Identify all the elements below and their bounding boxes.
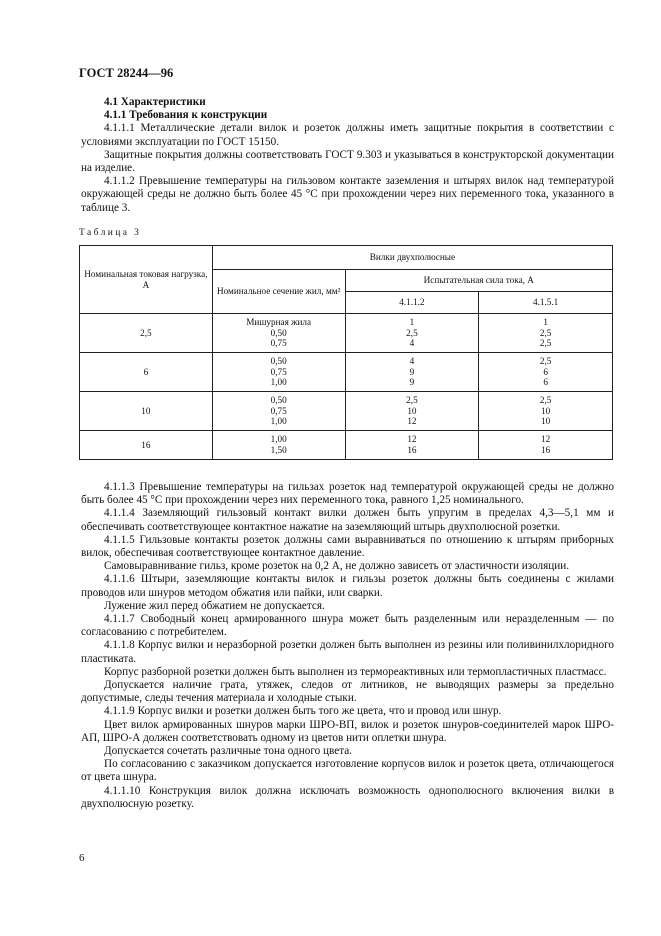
table-row xyxy=(80,392,613,431)
cell-current-a: 12 16 xyxy=(345,431,479,460)
paragraph: Самовыравнивание гильз, кроме розеток на 0,2 А, не должно зависеть от эластичности изоляции. xyxy=(104,560,570,573)
paragraph: По согласованию с заказчиком допускается изготовление корпусов вилок и розеток цвета, отличающегося от цвета шнура. xyxy=(81,758,614,784)
paragraph: 4.1.1.5 Гильзовые контакты розеток должны сами выравниваться по отношению к штырям приборных вилок, обеспечивая соответствующее контактное давление. xyxy=(81,533,614,560)
table-row xyxy=(80,353,613,392)
top-text-block xyxy=(81,96,614,215)
paragraph: 4.1.1.7 Свободный конец армированного шнура может быть разделенным или неразделенным — по согласованию с потребителем. xyxy=(81,613,614,639)
paragraph: 4.1.1.1 Металлические детали вилок и розеток должны иметь защитные покрытия в соответствии с условиями эксплуатации по ГОСТ 15150. xyxy=(81,122,614,148)
cell-load: 10 xyxy=(80,392,213,431)
table-row xyxy=(80,314,613,353)
header-nominal-load: Номинальная токовая нагрузка, А xyxy=(80,246,213,314)
cell-section: Мишурная жила 0,50 0,75 xyxy=(212,314,345,353)
cell-current-b: 2,5 6 6 xyxy=(479,353,613,392)
header-test-current: Испытательная сила тока, А xyxy=(345,270,612,292)
paragraph: 4.1.1.10 Конструкция вилок должна исключать возможность однополюсного включения вилки в двухполюсную розетку. xyxy=(81,784,614,810)
paragraph: Лужение жил перед обжатием не допускается. xyxy=(104,599,325,612)
cell-current-b: 12 16 xyxy=(479,431,613,460)
paragraph: 4.1.1.2 Превышение температуры на гильзовом контакте заземления и штырях вилок над температурой окружающей среды не должно быть более 45 °С при прохождении через них переменного тока, указанного в таблице 3. xyxy=(81,175,614,214)
cell-section: 0,50 0,75 1,00 xyxy=(212,392,345,431)
paragraph: 4.1.1.9 Корпус вилки и розетки должен быть того же цвета, что и провод или шнур. xyxy=(104,705,502,718)
section-title: 4.1 Характеристики xyxy=(104,96,206,108)
paragraph: Корпус разборной розетки должен быть выполнен из термореактивных или термопластичных пластмасс. xyxy=(104,665,607,678)
cell-section: 0,50 0,75 1,00 xyxy=(212,353,345,392)
cell-current-a: 4 9 9 xyxy=(345,353,479,392)
page-number: 6 xyxy=(79,852,85,864)
paragraph: Допускается наличие грата, утяжек, следов от литников, не выводящих размеры за предельно допустимые, следы течения материала и холодные стыки. xyxy=(81,679,614,705)
paragraph: 4.1.1.4 Заземляющий гильзовый контакт вилки должен быть упругим в пределах 4,3—5,1 мм и обеспечивать соответствующее контактное нажатие на заземляющий штырь двухполюсной розетки. xyxy=(81,507,614,533)
header-clause-a: 4.1.1.2 xyxy=(345,292,479,314)
header-nominal-section: Номинальное сечение жил, мм² xyxy=(212,270,345,314)
cell-section: 1,00 1,50 xyxy=(212,431,345,460)
table-caption: Таблица 3 xyxy=(79,228,142,238)
table-row xyxy=(80,431,613,460)
paragraph: Допускается сочетать различные тона одного цвета. xyxy=(104,745,352,758)
cell-current-a: 1 2,5 4 xyxy=(345,314,479,353)
cell-current-b: 2,5 10 10 xyxy=(479,392,613,431)
cell-load: 2,5 xyxy=(80,314,213,353)
cell-current-a: 2,5 10 12 xyxy=(345,392,479,431)
table-3 xyxy=(79,245,613,460)
paragraph: Защитные покрытия должны соответствовать ГОСТ 9.303 и указываться в конструкторской документации на изделие. xyxy=(81,148,614,175)
header-group: Вилки двухполюсные xyxy=(212,246,612,270)
subsection-title: 4.1.1 Требования к конструкции xyxy=(104,109,268,122)
paragraph: 4.1.1.8 Корпус вилки и неразборной розетки должен быть выполнен из резины или поливинилхлоридного пластиката. xyxy=(81,639,614,665)
paragraph: 4.1.1.3 Превышение температуры на гильзах розеток над температурой окружающей среды не должно быть более 45 °С при прохождении через них переменного тока, равного 1,25 номинального. xyxy=(81,481,614,507)
document-header: ГОСТ 28244—96 xyxy=(79,66,174,80)
cell-current-b: 1 2,5 2,5 xyxy=(479,314,613,353)
cell-load: 6 xyxy=(80,353,213,392)
bottom-text-block xyxy=(81,481,614,811)
header-clause-b: 4.1.5.1 xyxy=(479,292,613,314)
cell-load: 16 xyxy=(80,431,213,460)
paragraph: Цвет вилок армированных шнуров марки ШРО-ВП, вилок и розеток шнуров-соединителей марок ШРО-АП, ШРО-А должен соответствовать одному из цветов нити оплетки шнура. xyxy=(81,718,614,744)
paragraph: 4.1.1.6 Штыри, заземляющие контакты вилок и гильзы розеток должны быть соединены с жилами проводов или шнуров методом обжатия или пайки, или сварки. xyxy=(81,573,614,599)
